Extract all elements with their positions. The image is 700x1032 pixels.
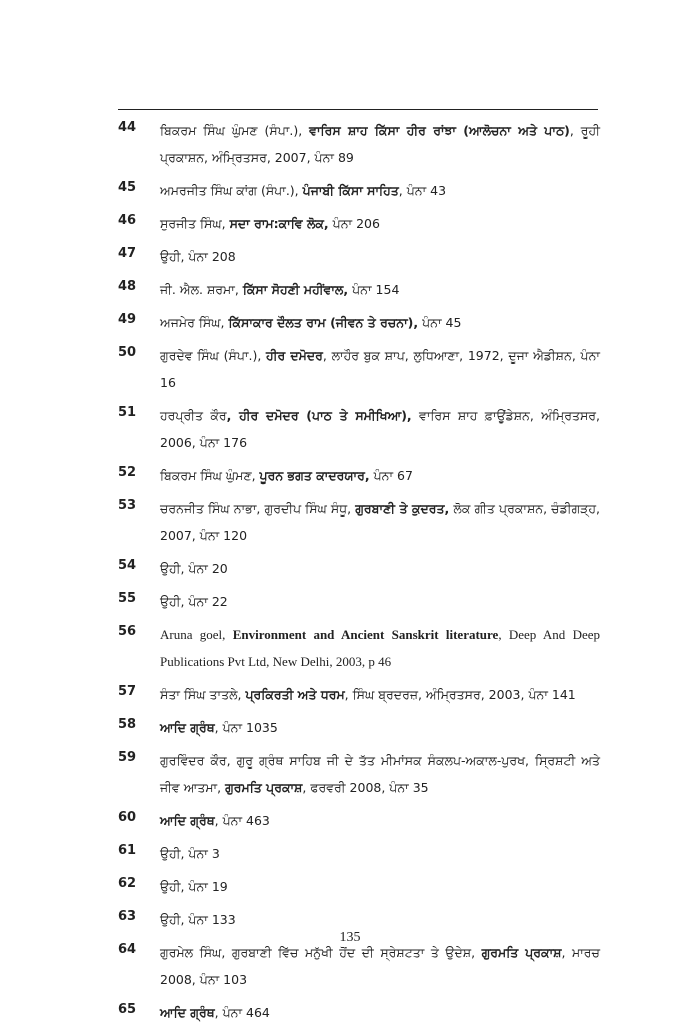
- citation-text: ਪੰਨਾ 206: [328, 216, 380, 231]
- endnote-item: [118, 747, 600, 801]
- citation-text: ਲੋਕ ਗੀਤ ਪ੍ਰਕਾਸ਼ਨ, ਚੰਡੀਗੜ੍ਹ, 2007, ਪੰਨਾ 120: [160, 501, 600, 543]
- endnote-text: [160, 840, 600, 867]
- citation-text: Aruna goel,: [160, 627, 233, 642]
- endnote-text: [160, 309, 600, 336]
- citation-text: ਉਹੀ, ਪੰਨਾ 3: [160, 846, 220, 861]
- endnote-text: [160, 999, 600, 1026]
- endnote-text: [160, 342, 600, 396]
- citation-title: ਗੁਰਮਤਿ ਪ੍ਰਕਾਸ਼: [225, 780, 303, 795]
- endnote-item: [118, 999, 600, 1026]
- endnote-item: [118, 939, 600, 993]
- citation-title: ਪੰਜਾਬੀ ਕਿੱਸਾ ਸਾਹਿਤ: [302, 183, 399, 198]
- citation-title: ਕਿੱਸਾਕਾਰ ਦੌਲਤ ਰਾਮ (ਜੀਵਨ ਤੇ ਰਚਨਾ),: [228, 315, 419, 330]
- endnote-text: [160, 747, 600, 801]
- endnote-number: 62: [118, 876, 137, 891]
- citation-text: ਸੁਰਜੀਤ ਸਿੰਘ,: [160, 216, 230, 231]
- endnote-text: [160, 681, 600, 708]
- endnote-number: 64: [118, 942, 137, 957]
- endnote-text: [160, 276, 600, 303]
- endnote-text: [160, 714, 600, 741]
- endnote-text: [160, 555, 600, 582]
- endnote-text: [160, 177, 600, 204]
- citation-text: , ਪੰਨਾ 43: [398, 183, 447, 198]
- endnote-number: 63: [118, 909, 137, 924]
- endnote-number: 50: [118, 345, 137, 360]
- citation-title: ਪੂਰਨ ਭਗਤ ਕਾਦਰਯਾਰ,: [259, 468, 370, 483]
- citation-text: , ਪੰਨਾ 463: [214, 813, 270, 828]
- endnote-item: [118, 555, 600, 582]
- endnote-item: [118, 276, 600, 303]
- endnote-number: 52: [118, 465, 137, 480]
- citation-title: Environment and Ancient Sanskrit literature: [232, 627, 499, 642]
- endnote-item: [118, 210, 600, 237]
- endnote-number: 65: [118, 1002, 137, 1017]
- endnotes-list: [118, 117, 600, 1032]
- citation-title: ਸਦਾ ਰਾਮ:ਕਾਵਿ ਲੋਕ,: [229, 216, 329, 231]
- endnote-item: [118, 342, 600, 396]
- endnote-number: 49: [118, 312, 137, 327]
- citation-text: , ਪੰਨਾ 464: [214, 1005, 270, 1020]
- endnote-text: [160, 588, 600, 615]
- endnote-item: [118, 177, 600, 204]
- endnote-number: 59: [118, 750, 137, 765]
- endnote-text: [160, 462, 600, 489]
- citation-text: , Deep And Deep Publications Pvt Ltd, New Delhi, 2003, p 46: [160, 627, 600, 669]
- citation-text: ਉਹੀ, ਪੰਨਾ 22: [160, 594, 228, 609]
- citation-text: ਗੁਰਵਿੰਦਰ ਕੌਰ, ਗੁਰੂ ਗ੍ਰੰਥ ਸਾਹਿਬ ਜੀ ਦੇ ਤੱਤ ਮੀਮਾਂਸਕ ਸੰਕਲਪ-ਅਕਾਲ-ਪੁਰਖ, ਸ੍ਰਿਸ਼ਟੀ ਅਤੇ ਜੀਵ ਆਤਮਾ,: [160, 753, 600, 795]
- endnote-number: 61: [118, 843, 137, 858]
- endnote-text: [160, 117, 600, 171]
- endnote-text: [160, 873, 600, 900]
- endnote-item: [118, 588, 600, 615]
- endnote-number: 45: [118, 180, 137, 195]
- citation-text: , ਫਰਵਰੀ 2008, ਪੰਨਾ 35: [302, 780, 429, 795]
- endnote-item: [118, 681, 600, 708]
- citation-title: ਆਦਿ ਗ੍ਰੰਥ: [160, 1005, 215, 1020]
- endnote-text: [160, 495, 600, 549]
- endnote-text: [160, 939, 600, 993]
- endnote-text: [160, 906, 600, 933]
- endnote-number: 54: [118, 558, 137, 573]
- citation-text: ਜੀ. ਐਲ. ਸ਼ਰਮਾ,: [160, 282, 243, 297]
- endnote-text: [160, 210, 600, 237]
- citation-title: ਵਾਰਿਸ ਸ਼ਾਹ ਕਿੱਸਾ ਹੀਰ ਰਾਂਝਾ (ਆਲੋਚਨਾ ਅਤੇ ਪਾਠ): [309, 123, 570, 138]
- citation-text: ਪੰਨਾ 45: [418, 315, 462, 330]
- endnote-number: 57: [118, 684, 137, 699]
- endnote-item: [118, 495, 600, 549]
- citation-text: ਬਿਕਰਮ ਸਿੰਘ ਘੁੰਮਣ (ਸੰਪਾ.),: [160, 123, 310, 138]
- endnote-item: [118, 714, 600, 741]
- citation-text: ਪੰਨਾ 67: [369, 468, 413, 483]
- citation-text: ਅਮਰਜੀਤ ਸਿੰਘ ਕਾਂਗ (ਸੰਪਾ.),: [160, 183, 303, 198]
- citation-text: , ਲਾਹੌਰ ਬੁਕ ਸ਼ਾਪ, ਲੁਧਿਆਣਾ, 1972, ਦੂਜਾ ਐਡੀਸ਼ਨ, ਪੰਨਾ 16: [160, 348, 600, 390]
- citation-text: ਉਹੀ, ਪੰਨਾ 208: [160, 249, 236, 264]
- endnote-item: [118, 117, 600, 171]
- citation-title: ਕਿੱਸਾ ਸੋਹਣੀ ਮਹੀਂਵਾਲ,: [242, 282, 349, 297]
- endnote-item: [118, 309, 600, 336]
- endnote-number: 46: [118, 213, 137, 228]
- citation-text: ਗੁਰਦੇਵ ਸਿੰਘ (ਸੰਪਾ.),: [160, 348, 267, 363]
- citation-text: ਉਹੀ, ਪੰਨਾ 20: [160, 561, 228, 576]
- endnote-item: [118, 402, 600, 456]
- citation-title: , ਹੀਰ ਦਮੋਦਰ (ਪਾਠ ਤੇ ਸਮੀਖਿਆ),: [226, 408, 412, 423]
- endnote-text: [160, 243, 600, 270]
- endnote-item: [118, 873, 600, 900]
- endnote-text: [160, 807, 600, 834]
- citation-title: ਆਦਿ ਗ੍ਰੰਥ: [160, 720, 215, 735]
- endnote-item: [118, 906, 600, 933]
- citation-text: ਹਰਪ੍ਰੀਤ ਕੌਰ: [160, 408, 227, 423]
- citation-title: ਗੁਰਬਾਣੀ ਤੇ ਕੁਦਰਤ,: [355, 501, 450, 516]
- citation-text: ਉਹੀ, ਪੰਨਾ 133: [160, 912, 236, 927]
- citation-text: , ਰੂਹੀ ਪ੍ਰਕਾਸ਼ਨ, ਅੰਮ੍ਰਿਤਸਰ, 2007, ਪੰਨਾ 89: [160, 123, 600, 165]
- citation-title: ਆਦਿ ਗ੍ਰੰਥ: [160, 813, 215, 828]
- endnote-number: 48: [118, 279, 137, 294]
- citation-text: ਬਿਕਰਮ ਸਿੰਘ ਘੁੰਮਣ,: [160, 468, 260, 483]
- citation-text: , ਪੰਨਾ 1035: [214, 720, 278, 735]
- citation-text: ਚਰਨਜੀਤ ਸਿੰਘ ਨਾਭਾ, ਗੁਰਦੀਪ ਸਿੰਘ ਸੰਧੂ,: [160, 501, 356, 516]
- endnote-text: [160, 621, 600, 675]
- endnote-item: [118, 462, 600, 489]
- endnote-text: [160, 402, 600, 456]
- page-number: 135: [339, 930, 361, 945]
- endnote-item: [118, 243, 600, 270]
- citation-text: ਉਹੀ, ਪੰਨਾ 19: [160, 879, 228, 894]
- citation-text: ਸੰਤਾ ਸਿੰਘ ਤਾਤਲੇ,: [160, 687, 246, 702]
- endnote-item: [118, 807, 600, 834]
- citation-text: ਪੰਨਾ 154: [348, 282, 400, 297]
- endnote-number: 58: [118, 717, 137, 732]
- endnote-number: 60: [118, 810, 137, 825]
- footnote-separator-rule: [118, 109, 598, 110]
- endnote-item: [118, 840, 600, 867]
- endnote-number: 47: [118, 246, 137, 261]
- citation-text: , ਮਾਰਚ 2008, ਪੰਨਾ 103: [160, 945, 600, 987]
- citation-title: ਗੁਰਮਤਿ ਪ੍ਰਕਾਸ਼: [481, 945, 562, 960]
- citation-title: ਹੀਰ ਦਮੋਦਰ: [266, 348, 323, 363]
- citation-text: , ਸਿੰਘ ਬ੍ਰਦਰਜ਼, ਅੰਮ੍ਰਿਤਸਰ, 2003, ਪੰਨਾ 141: [344, 687, 576, 702]
- citation-title: ਪ੍ਰਕਿਰਤੀ ਅਤੇ ਧਰਮ: [245, 687, 345, 702]
- endnote-item: [118, 621, 600, 675]
- endnote-number: 55: [118, 591, 137, 606]
- citation-text: ਅਜਮੇਰ ਸਿੰਘ,: [160, 315, 229, 330]
- endnote-number: 56: [118, 624, 137, 639]
- endnote-number: 51: [118, 405, 137, 420]
- endnote-number: 44: [118, 120, 137, 135]
- endnote-number: 53: [118, 498, 137, 513]
- citation-text: ਵਾਰਿਸ ਸ਼ਾਹ ਫ਼ਾਊਂਡੇਸ਼ਨ, ਅੰਮ੍ਰਿਤਸਰ, 2006, ਪੰਨਾ 176: [160, 408, 600, 450]
- citation-text: ਗੁਰਮੇਲ ਸਿੰਘ, ਗੁਰਬਾਣੀ ਵਿੱਚ ਮਨੁੱਖੀ ਹੋਂਦ ਦੀ ਸ੍ਰੇਸ਼ਟਤਾ ਤੇ ਉਦੇਸ਼,: [160, 945, 482, 960]
